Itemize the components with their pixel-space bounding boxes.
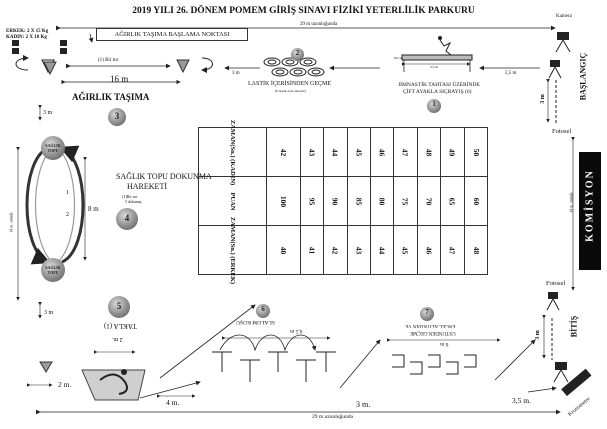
commission-box: KOMİSYON (579, 152, 601, 270)
start-3m: 3 m (540, 94, 546, 104)
station-badge-6: 6 (256, 304, 270, 318)
page-title: 2019 YILI 26. DÖNEM POMEM GİRİŞ SINAVI FİZİKİ YETERLİLİK PARKURU (132, 6, 475, 16)
bottom-2m: 2 m. (58, 380, 72, 389)
score-row-points: PUAN 100 95 90 85 80 75 70 65 60 (199, 177, 488, 226)
medball-num-2: 2 (66, 212, 69, 218)
hurdles (392, 355, 476, 374)
top-length-label: 29 m uzunluğunda (300, 22, 338, 27)
station-badge-2: 2 (291, 48, 304, 61)
hurdle-label-2: ÜSTÜNDEN GEÇME (410, 330, 456, 335)
medball-note-1: (1)Bir tur (122, 194, 138, 199)
medball-bottom: SAĞLIK TOPU (41, 258, 65, 282)
camera-tripod-bottom (554, 362, 568, 382)
hurdle-label-1: ENGEL ALTINDAN VE (405, 323, 456, 328)
balance-length: 3,5 m (430, 65, 438, 69)
chronometer-device (561, 369, 591, 396)
balance-height: 90 cm (394, 56, 403, 60)
camera-label-top: Kamera (556, 14, 572, 19)
tires-group (264, 58, 324, 76)
medball-14m: 14 m. eninde (8, 212, 14, 233)
commission-width: 14 m. eninde (568, 192, 574, 213)
weights-cone-right (177, 60, 189, 72)
turn-arrow-left (16, 58, 28, 70)
men-header: ZAMAN(Sn.) (ERKEK) (229, 216, 237, 284)
start-label: BAŞLANGIÇ (578, 52, 588, 101)
balance-label-1: JİMNASTİK TAHTASI ÜZERİNDE (398, 82, 480, 88)
hurdle-6m: 6 m (440, 341, 449, 347)
chronometer-label: Kronometre (567, 396, 592, 418)
station-badge-7: 7 (420, 307, 434, 321)
score-table (198, 119, 488, 284)
women-header: ZAMAN(Sn.) (KADIN) (229, 119, 237, 185)
jumper-figure (440, 40, 451, 55)
bottom-4m: 4 m. (166, 398, 180, 407)
slalom-6-5m: 6,5 m (290, 328, 303, 334)
weights-women: KADIN: 2 X 10 Kg (6, 35, 47, 40)
medball-note-2: 5 dokunuş (125, 199, 142, 204)
medball-3m-top: 3 m (43, 110, 53, 116)
score-row-women: ZAMAN(Sn.) (KADIN) 42 43 44 45 46 47 48 49 50 (199, 128, 488, 177)
weights-length: 16 m (110, 74, 129, 84)
station-badge-5: 5 (108, 296, 130, 318)
camera-tripod-top (556, 32, 570, 52)
weights-men: ERKEK: 2 X 15 Kg (6, 29, 49, 34)
finish-3m: 3 m (535, 330, 541, 340)
start-photocell: Fotosel (552, 128, 572, 135)
weights-lap-note: (1) Bir tur (98, 58, 119, 63)
weights-station-name: AĞIRLIK TAŞIMA (72, 92, 150, 102)
balance-beam (402, 55, 472, 60)
station-badge-1: 1 (427, 99, 441, 113)
bottom-length-label: 29 m uzunluğunda (312, 414, 353, 420)
medball-label-1: SAĞLIK TOPU DOKUNMA (116, 172, 212, 181)
bottom-cone (40, 362, 52, 372)
top-3m-label: 3 m (232, 71, 240, 76)
medball-num-1: 1 (66, 190, 69, 196)
turn-arrow-right (202, 58, 213, 70)
roll-label: TAKLA (1) (104, 322, 137, 330)
station-badge-4: 4 (116, 208, 138, 230)
balance-label-2: ÇİFT AYAKLA SIÇRAYIŞ (6) (403, 89, 472, 95)
medball-top: SAĞLIK TOPU (41, 136, 65, 160)
points-header: PUAN (229, 191, 237, 211)
weights-start-box: AĞIRLIK TAŞIMA BAŞLAMA NOKTASI (96, 28, 248, 41)
tires-note: (6 lastik arası mesafe) (275, 89, 306, 93)
bottom-3-5m: 3,5 m. (512, 396, 531, 405)
slalom-poles (212, 352, 336, 382)
station-badge-3: 3 (108, 108, 126, 126)
slalom-label: SLALOM KOŞU (236, 319, 275, 325)
finish-label: BİTİŞ (569, 315, 579, 338)
medball-label-2: HAREKETİ (127, 182, 167, 191)
score-row-men: ZAMAN(Sn.) (ERKEK) 40 41 42 43 44 45 46 47 48 (199, 226, 488, 275)
medball-3m-bottom: 3 m (44, 310, 54, 316)
photocell-finish-tripod (547, 292, 559, 310)
bottom-3m: 3 m. (356, 400, 371, 409)
medball-8m: 8 m (88, 205, 99, 213)
finish-photocell: Fotosel (546, 280, 566, 287)
tires-label: LASTİK İÇERİSİNDEN GEÇME (248, 81, 331, 87)
top-2-5m-label: 2,5 m (505, 71, 517, 76)
photocell-start-tripod (549, 60, 561, 78)
roll-2m: 2 m. (112, 336, 123, 342)
